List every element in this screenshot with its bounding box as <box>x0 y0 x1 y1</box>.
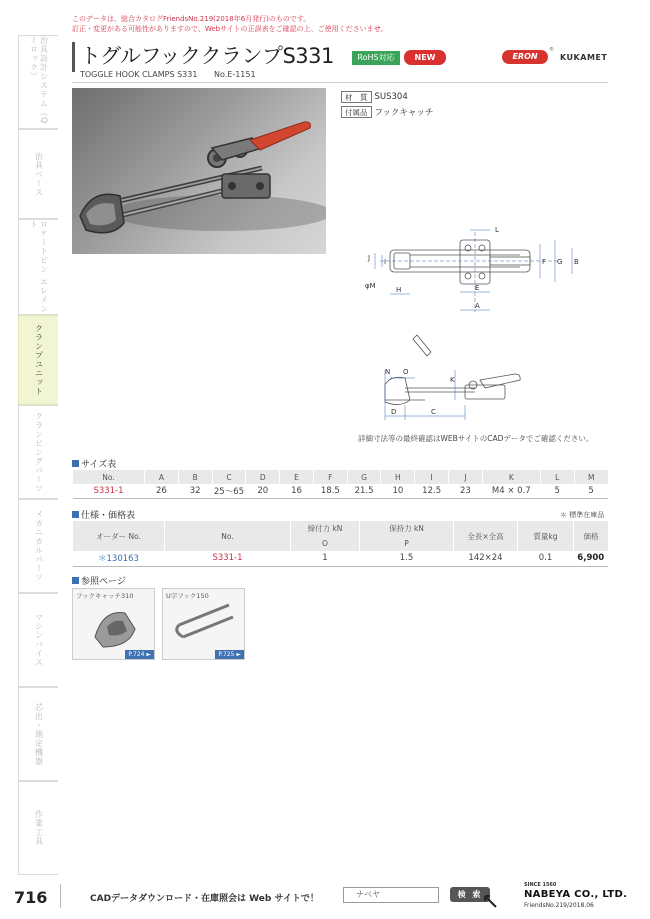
sidebar-tab-label: ロケートピン エレメント <box>29 220 49 314</box>
table-cell: S331-1 <box>73 484 145 498</box>
spec-value: SUS304 <box>374 92 408 102</box>
spec-material <box>341 91 408 103</box>
size-table-header-row <box>73 470 609 484</box>
table-row <box>73 551 609 566</box>
order-no-cell: ＊130163 <box>73 551 165 566</box>
table-cell: 23 <box>449 484 483 498</box>
sidebar-tab-mechanical-parts[interactable] <box>18 499 58 593</box>
col-header: M <box>574 470 608 484</box>
notice-line-2: 訂正・変更がある可能性がありますので、Webサイトの正誤表をご確認の上、ご使用くださいませ。 <box>72 25 388 33</box>
col-header: C <box>212 470 246 484</box>
product-no-cell: S331-1 <box>165 551 291 566</box>
dim-label-h: H <box>396 286 402 294</box>
reference-heading <box>72 574 126 587</box>
size-table <box>72 470 608 499</box>
col-header-size: 全長×全高 <box>454 521 518 551</box>
page-title: トグルフッククランプS331 <box>80 44 334 68</box>
size-table-heading <box>72 457 116 470</box>
dim-label-k: K <box>450 376 455 384</box>
sidebar-tab-clamp-unit[interactable] <box>18 315 58 405</box>
sidebar-tab-label: クランピングパーツ <box>34 411 44 493</box>
section-marker-icon <box>72 460 79 467</box>
toggle-hook-clamp-image <box>72 88 326 254</box>
spec-label: 付属品 <box>341 106 372 118</box>
size-cell: 142×24 <box>454 551 518 566</box>
table-cell: 12.5 <box>415 484 449 498</box>
reference-title: 参照ページ <box>81 577 126 587</box>
dim-label-m: φM <box>365 282 376 290</box>
sidebar-tab-clamping-parts[interactable] <box>18 405 58 499</box>
reference-page-link[interactable]: P.724 ► <box>125 650 154 659</box>
section-marker-icon <box>72 511 79 518</box>
dim-label-b: B <box>574 258 579 266</box>
col-header-clamp-force: 締付力 kN <box>291 521 360 536</box>
table-cell: 18.5 <box>313 484 347 498</box>
price-table-title: 仕様・価格表 <box>81 511 136 521</box>
rohs-badge: RoHS対応 <box>352 51 400 65</box>
table-cell: 20 <box>246 484 280 498</box>
table-cell: 10 <box>381 484 415 498</box>
sidebar-tab-tools[interactable] <box>18 781 58 875</box>
cad-confirmation-note: 詳細寸法等の最終確認はWEBサイトのCADデータでご確認ください。 <box>358 434 594 443</box>
reference-card-hook-catch[interactable] <box>72 588 155 660</box>
table-row <box>73 484 609 498</box>
size-table-title: サイズ表 <box>81 460 117 470</box>
dim-label-c: C <box>431 408 436 416</box>
col-header: A <box>145 470 179 484</box>
registered-mark: ® <box>549 47 554 53</box>
col-header: J <box>449 470 483 484</box>
table-cell: 16 <box>280 484 314 498</box>
page-number: 716 <box>14 888 48 907</box>
footer-divider <box>60 884 61 908</box>
col-header-no: No. <box>165 521 291 551</box>
sidebar-tab-locate-pin[interactable] <box>18 219 58 315</box>
table-cell: 25～65 <box>212 484 246 498</box>
price-table <box>72 521 608 567</box>
page-subtitle <box>80 70 256 79</box>
kukamet-logo: KUKAMET <box>560 53 608 62</box>
mass-cell: 0.1 <box>518 551 574 566</box>
col-subheader-o: O <box>291 536 360 551</box>
section-marker-icon <box>72 577 79 584</box>
brand-name: NABEYA CO., LTD. <box>524 889 628 900</box>
price-table-header-row <box>73 521 609 536</box>
reference-label: フックキャッチ310 <box>76 592 134 600</box>
dim-label-l: L <box>495 226 499 234</box>
title-accent-bar <box>72 42 75 72</box>
dim-label-e: E <box>475 284 480 292</box>
sidebar-tab-measuring[interactable] <box>18 687 58 781</box>
search-input[interactable]: ナベヤ <box>343 887 439 903</box>
sidebar-tab-label: 治具設計システム（Qーロック） <box>29 36 49 125</box>
price-table-heading <box>72 508 135 521</box>
sidebar-tab-label: 芯出・測定機器 <box>34 702 44 766</box>
col-header: L <box>540 470 574 484</box>
col-header: F <box>313 470 347 484</box>
catalog-info: FriendsNo.219/2018.06 <box>524 902 594 909</box>
dim-label-j: J <box>368 254 371 262</box>
col-header: H <box>381 470 415 484</box>
col-header-order: オーダー No. <box>73 521 165 551</box>
col-subheader-p: P <box>360 536 454 551</box>
sidebar-tab-label: マシンバイス <box>34 613 44 667</box>
table-cell: 26 <box>145 484 179 498</box>
english-title: TOGGLE HOOK CLAMPS S331 <box>80 70 198 79</box>
notice-line-1: このデータは、総合カタログFriendsNo.219(2018年6月発行)のものです。 <box>72 15 311 23</box>
spec-value: フックキャッチ <box>374 108 434 118</box>
price-cell: 6,900 <box>574 551 609 566</box>
cad-download-text: CADデータダウンロード・在庫照会は Web サイトで！ <box>90 894 319 904</box>
spec-label: 材 質 <box>341 91 372 103</box>
col-header: D <box>246 470 280 484</box>
table-cell: M4 × 0.7 <box>482 484 540 498</box>
new-badge: NEW <box>404 50 446 65</box>
col-header: K <box>482 470 540 484</box>
spec-accessory <box>341 106 433 118</box>
table-cell: 21.5 <box>347 484 381 498</box>
col-header-mass: 質量kg <box>518 521 574 551</box>
hold-force-cell: 1.5 <box>360 551 454 566</box>
search-button[interactable]: 検 索 <box>450 887 490 902</box>
brand-since: SINCE 1560 <box>524 882 557 888</box>
sidebar-tab-machine-vise[interactable] <box>18 593 58 687</box>
top-view-drawing <box>360 222 590 322</box>
clamp-force-cell: 1 <box>291 551 360 566</box>
standard-stock-note: ＊ 標準在庫品 <box>560 511 605 519</box>
revision-notice <box>72 14 387 34</box>
dim-label-i: I <box>384 258 387 266</box>
side-view-drawing <box>355 330 535 425</box>
col-header: I <box>415 470 449 484</box>
eron-logo: ERON <box>502 50 548 64</box>
col-header: No. <box>73 470 145 484</box>
dim-label-o: O <box>403 368 409 376</box>
sidebar-tab-jig-system[interactable] <box>18 35 58 129</box>
dim-label-f: F <box>542 258 547 266</box>
header-divider <box>72 82 608 83</box>
product-code: No.E-1151 <box>213 70 256 79</box>
reference-label: U字フック150 <box>166 592 209 600</box>
col-header: B <box>178 470 212 484</box>
table-cell: 32 <box>178 484 212 498</box>
col-header-hold-force: 保持力 kN <box>360 521 454 536</box>
col-header: E <box>280 470 314 484</box>
col-header-price: 価格 <box>574 521 609 551</box>
table-cell: 5 <box>540 484 574 498</box>
sidebar-tab-label: 作業工具 <box>34 810 44 846</box>
reference-card-u-hook[interactable] <box>162 588 245 660</box>
sidebar-tab-label: メカニカルパーツ <box>34 510 44 582</box>
dim-label-n: N <box>385 368 391 376</box>
sidebar-tab-label: クランプユニット <box>34 324 44 396</box>
cursor-arrow-icon <box>484 895 498 909</box>
col-header: G <box>347 470 381 484</box>
reference-page-link[interactable]: P.725 ► <box>215 650 244 659</box>
table-cell: 5 <box>574 484 608 498</box>
dim-label-d: D <box>391 408 397 416</box>
dim-label-g: G <box>557 258 563 266</box>
sidebar-tab-label: 治具ベース <box>34 151 44 197</box>
product-photo <box>72 88 326 254</box>
sidebar-tab-jig-base[interactable] <box>18 129 58 219</box>
dim-label-a: A <box>475 302 480 310</box>
